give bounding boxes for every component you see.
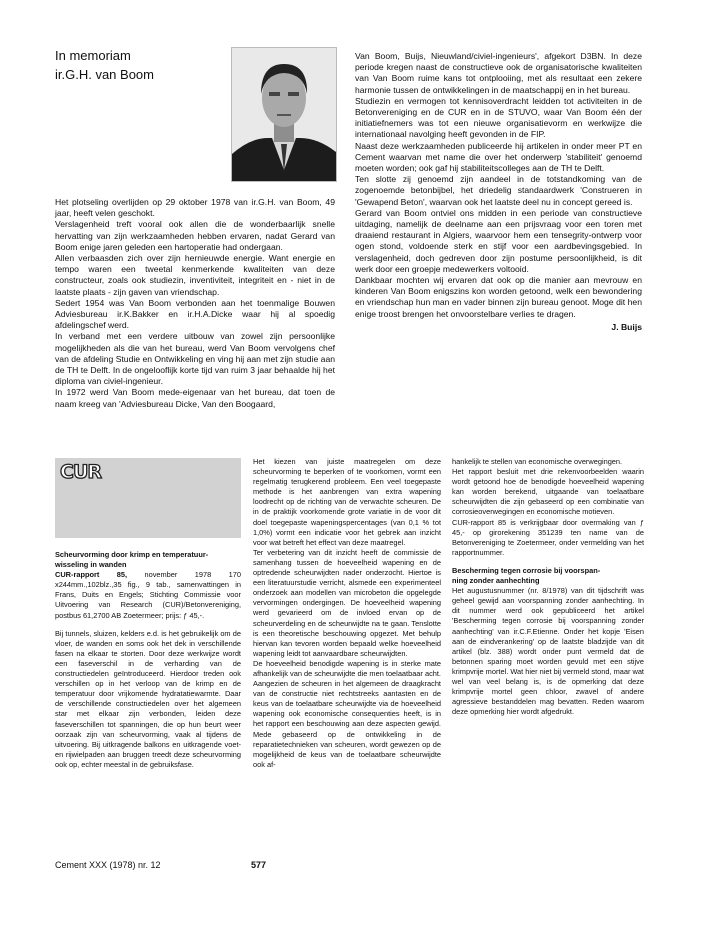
sub-heading-line1: Bescherming tegen corrosie bij voorspan-: [452, 565, 601, 575]
paragraph: Van Boom, Buijs, Nieuwland/civiel-ingenieurs', afgekort D3BN. In deze periode kregen naast de constructieve ook de organisatorische kwaliteiten van Van Boom ruime kans tot ontplooiing, met als resultaat een zekere harmonie tussen de ontwikkelingen in de maatschappij en in het bureau.: [355, 51, 642, 95]
paragraph: Het rapport besluit met drie rekenvoorbeelden waarin wordt getoond hoe de benodigde hoeveelheid wapening kan worden berekend, uitgaande van toelaatbare scheurwijdten die zijn gebaseerd op een combinatie van corrosieoverwegingen en economische motieven.: [452, 467, 644, 517]
report-title-line2: wisseling in wanden: [55, 560, 127, 570]
cur-column-1: [55, 550, 241, 770]
paragraph: Verslagenheid treft vooral ook allen die de wonderbaarlijk snelle hervatting van zijn werkzaamheden hebben ervaren, nadat Gerard van Boom enige jaren geleden een hartoperatie had ondergaan.: [55, 219, 335, 252]
cur-column-3: [452, 457, 644, 717]
journal-footer: Cement XXX (1978) nr. 12: [55, 860, 161, 870]
paragraph: In 1972 werd Van Boom mede-eigenaar van het bureau, dat toen de naam kreeg van 'Adviesbureau Dicke, Van den Boogaard,: [55, 387, 335, 409]
cur-column-2: [253, 457, 441, 770]
report-meta-text: november 1978 170 x244mm.,102blz.,35 fig., 9 tab., samenvattingen in Frans, Duits en Engels; Stichting Commissie voor Uitvoering van Research (CUR)/Betonvereniging, postbus 61,2700 AB Zoetermeer; prijs: ƒ 45,-.: [55, 570, 242, 620]
paragraph: Het augustusnummer (nr. 8/1978) van dit tijdschrift was geheel gewijd aan voorspanning zonder aanhechting. In dit nummer werd ook gepubliceerd het artikel 'Bescherming tegen corrosie bij voorspanning zonder aanhechting' van ir.C.F.Etienne. Onder het kopje 'Eisen aan de eindverankering' op de laatste bladzijde van dit artikel (blz. 388) wordt onder punt vermeld dat de betonnen sparing moet worden gevuld met een stijve krimpvrije mortel. Wat hier niet bij vermeld stond, maar wat wel van veel belang is, is de opmerking dat deze krimpvrije mortel geen chloor, zwavel of andere agressieve bestanddelen mag bevatten. Reden waarom deze opmerking hier wordt afgedrukt.: [452, 586, 644, 717]
sub-heading-line2: ning zonder aanhechting: [452, 576, 540, 586]
paragraph: Allen verbaasden zich over zijn hernieuwde energie. Want energie en tempo waren een tweetal kenmerkende kwaliteiten van deze constructeur, zoals ook studiezin, inventiviteit, integriteit en - niet in de laatste plaats - zijn gaven van vriendschap.: [55, 253, 335, 297]
report-title-line1: Scheurvorming door krimp en temperatuur-: [55, 550, 209, 559]
paragraph: Dankbaar mochten wij ervaren dat ook op die manier aan mevrouw en kinderen Van Boom enigszins kon worden getoond, welk een bewondering en vriendschap hun man en vader binnen zijn bureau genoot. Moge dit hen enige troost brengen het onvoorstelbare verlies te dragen.: [355, 275, 642, 319]
paragraph: In verband met een verdere uitbouw van zowel zijn persoonlijke mogelijkheden als die van het bureau, werd Van Boom vervolgens chef van de afdeling Studie en Ontwikkeling en ving hij aan met zijn studie aan de TH te Delft. In de ongelooflijk korte tijd van ruim 3 jaar behaalde hij het diploma van civiel-ingenieur.: [55, 331, 335, 387]
paragraph: CUR-rapport 85 is verkrijgbaar door overmaking van ƒ 45,- op girorekening 351239 ten name van de Betonvereniging te Zoetermeer, onder vermelding van het rapportnummer.: [452, 517, 644, 557]
paragraph: Het kiezen van juiste maatregelen om deze scheurvorming te beperken of te voorkomen, vormt een regelmatig terugkerend probleem. Een veel toegepaste methode is het aanbrengen van extra wapening loodrecht op de richting van de verwachte scheuren. De in de praktijk voorkomende grote variatie in de voor dit doel toegepaste wapeningspercentages (van 0,1 % tot 1,0%) vormt een indicatie voor het gebrek aan inzicht voor wat betreft het effect van deze maatregel.: [253, 457, 441, 547]
page-number: 577: [251, 860, 267, 870]
sub-heading: [452, 566, 644, 586]
memoriam-heading: [55, 46, 154, 84]
memoriam-heading-line1: In memoriam: [55, 48, 131, 63]
paragraph: Ter verbetering van dit inzicht heeft de commissie de samenhang tussen de hoeveelheid wapening en de optredende scheurwijdten nader onderzocht. Hiertoe is een literatuurstudie verricht, alsmede een experimenteel onderzoek aan modellen van microbeton die opgelegde vervormingen ondergingen. De hoeveelheid wapening werd gevarieerd om de invloed ervan op de scheurverdeling en de scheurwijdte na te gaan. Tenslotte is een theoretische beschouwing opgezet. Met behulp hiervan kan tevoren worden bepaald welke hoeveelheid wapening leidt tot aanvaardbare scheurwijdten.: [253, 547, 441, 658]
report-title: [55, 550, 241, 570]
paragraph: Het plotseling overlijden op 29 oktober 1978 van ir.G.H. van Boom, 49 jaar, heeft velen geschokt.: [55, 197, 335, 219]
memoriam-heading-line2: ir.G.H. van Boom: [55, 67, 154, 82]
cur-logo-box: [55, 458, 241, 538]
paragraph: De hoeveelheid benodigde wapening is in sterke mate afhankelijk van de scheurwijdte die men toelaatbaar acht. Aangezien de scheuren in het algemeen de draagkracht van de constructie niet rechtstreeks aantasten en de keus van de toelaatbare scheurwijdte via de hoeveelheid wapening ook economische consequenties heeft, is in het rapport een beschouwing aan deze aspecten gewijd. Mede gebaseerd op de ontwikkeling in de reparatietechnieken van scheuren, wordt gewezen op de mogelijkheid de keus van de toelaatbare scheurwijdte ook af-: [253, 658, 441, 769]
report-meta: [55, 570, 241, 620]
paragraph: Naast deze werkzaamheden publiceerde hij artikelen in onder meer PT en Cement waarvan met name die over het onderwerp 'stabiliteit' genoemd moeten worden; ook gaf hij stabiliteitscolleges aan de TH te Delft.: [355, 140, 642, 174]
paragraph: Bij tunnels, sluizen, kelders e.d. is het gebruikelijk om de vloer, de wanden en soms ook het dek in verschillende fasen na elkaar te storten. Door deze werkwijze wordt een faseverschil in de verharding van de constructiedelen geïntroduceerd. Hierdoor treden ook verschillen op in het verloop van de krimp en de temperatuur door vrijkomende hydratatiewarmte. Daar de verschillende constructiedelen over het algemeen star met elkaar zijn verbonden, leiden deze faseverschillen tot spanningen, die op hun beurt weer oorzaak zijn van scheurvorming, vaak al tijdens de uitvoering. Bij uitkragende balkons en uitkragende voet- en rijwielpaden aan bruggen treedt deze scheurvorming ook op, echter meestal in de gebruiksfase.: [55, 628, 241, 769]
cur-logo: CUR: [60, 461, 102, 483]
paragraph: hankelijk te stellen van economische overwegingen.: [452, 457, 623, 466]
paragraph: Gerard van Boom ontviel ons midden in een periode van constructieve uitdaging, namelijk de deelname aan een prijsvraag voor een toren met draaiend restaurant in Algiers, waarvoor hem een tensegrity-ontwerp voor ogen stond, voldoende sterk en stijf voor een aardbevingsgebied. In verslagenheid, doch gedreven door zijn postume persoonlijkheid, is dit werk door een groepje medewerkers voltooid.: [355, 207, 642, 274]
memoriam-right-column: [355, 51, 642, 333]
paragraph: Sedert 1954 was Van Boom verbonden aan het toenmalige Bouwen Adviesbureau ir.K.Bakker en ir.H.A.Dicke waar hij al spoedig afdelingschef werd.: [55, 297, 335, 331]
report-meta-label: CUR-rapport 85,: [55, 570, 128, 580]
memoriam-left-column: [55, 197, 335, 410]
paragraph: Ten slotte zij genoemd zijn aandeel in de totstandkoming van de zogenoemde betonbijbel, het driedelig standaardwerk 'Construeren in 'Gewapend Beton', waarvan ook het laatste deel nu in concept gereed is.: [355, 174, 642, 207]
paragraph: Studiezin en vermogen tot kennisoverdracht leidden tot activiteiten in de Betonvereniging en de CUR en in de STUVO, waar Van Boom één der initiatiefnemers was tot een nieuwe organisatievorm en werkwijze die internationaal navolging heeft gevonden in de FIP.: [355, 95, 642, 140]
signature: J. Buijs: [611, 321, 642, 332]
portrait-photo: [231, 47, 337, 182]
portrait-photo-icon: [232, 48, 336, 181]
